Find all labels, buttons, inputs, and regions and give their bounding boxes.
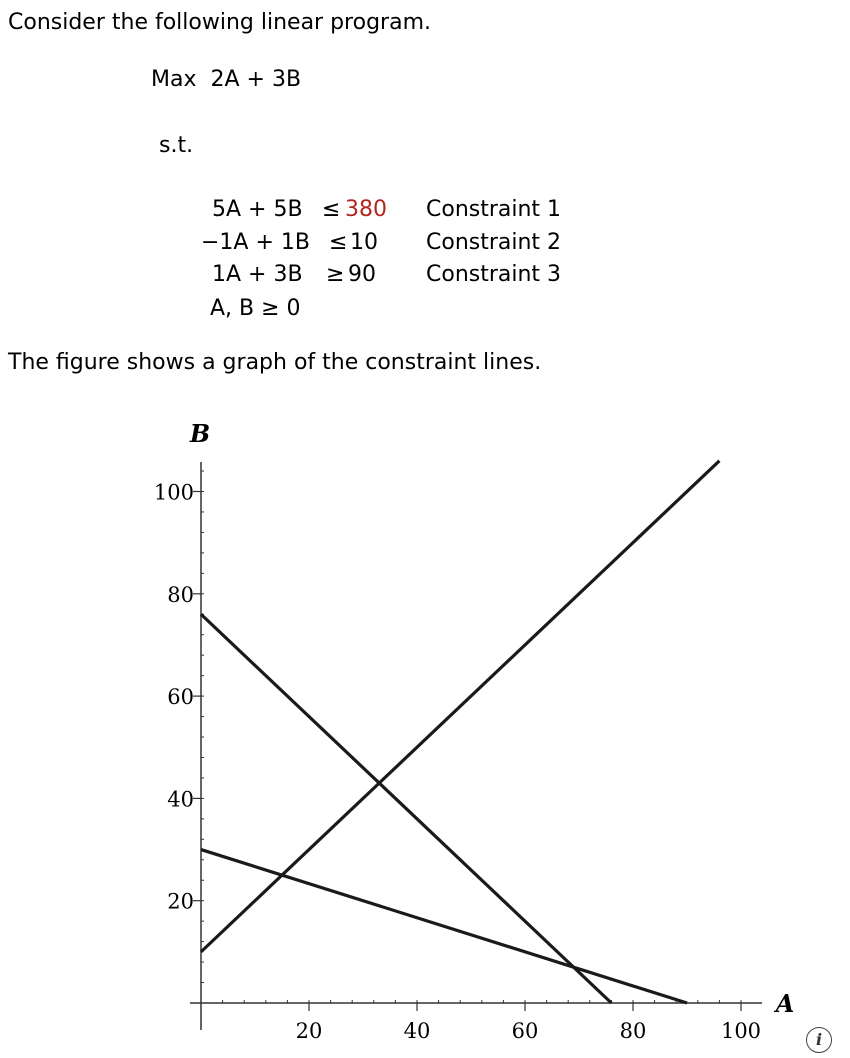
y-tick-label: 40 [167, 787, 194, 812]
objective-expression: 2A + 3B [210, 67, 302, 92]
constraint-line-3 [201, 850, 687, 1003]
objective-keyword: Max [151, 67, 197, 92]
x-tick-label: 40 [403, 1019, 431, 1043]
st-label: s.t. [159, 133, 194, 158]
intro-text: Consider the following linear program. [8, 10, 431, 35]
y-tick-label: 80 [167, 582, 194, 607]
x-tick-label: 60 [511, 1019, 539, 1043]
constraint-3-rhs: 90 [348, 262, 376, 287]
x-tick-label: 100 [720, 1019, 762, 1043]
figure-caption: The figure shows a graph of the constraint lines. [8, 350, 542, 375]
x-tick-label: 80 [619, 1019, 647, 1043]
constraint-1-op: ≤ [322, 197, 341, 222]
nonnegativity: A, B ≥ 0 [210, 296, 301, 321]
constraint-2-op: ≤ [329, 230, 348, 255]
tick-labels [154, 419, 794, 1043]
constraint-2-name: Constraint 2 [426, 230, 562, 255]
constraint-3-lhs: 1A + 3B [212, 262, 303, 287]
constraint-3-name: Constraint 3 [426, 262, 562, 287]
constraint-2-lhs: −1A + 1B [201, 230, 310, 255]
y-axis-label: B [189, 419, 211, 448]
constraint-1-rhs: 380 [345, 197, 387, 222]
x-axis-label: A [775, 989, 795, 1018]
y-tick-label: 60 [167, 685, 194, 710]
constraint-1-lhs: 5A + 5B [212, 197, 303, 222]
x-tick-label: 20 [295, 1019, 323, 1043]
constraint-2-rhs: 10 [350, 230, 378, 255]
info-icon[interactable]: i [806, 1027, 832, 1053]
y-tick-label: 100 [153, 480, 194, 505]
constraint-3-op: ≥ [326, 262, 345, 287]
axes [190, 462, 762, 1030]
constraint-line-2 [201, 461, 719, 952]
constraint-line-1 [201, 614, 611, 1003]
y-tick-label: 20 [167, 889, 194, 914]
constraint-lines [201, 461, 719, 1003]
constraint-1-name: Constraint 1 [426, 197, 562, 222]
